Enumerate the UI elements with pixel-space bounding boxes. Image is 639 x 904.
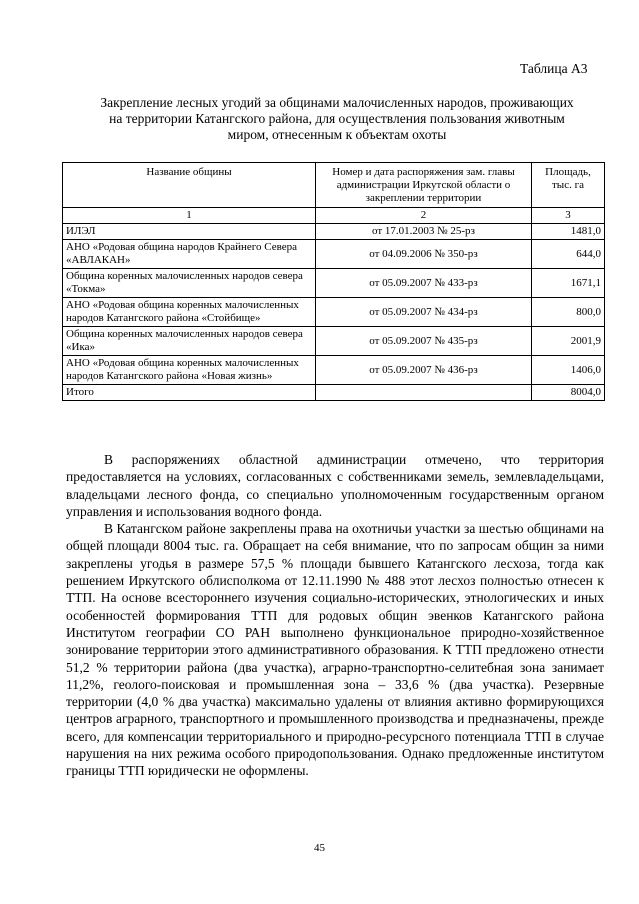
table-row — [63, 224, 605, 240]
table-row — [63, 240, 605, 269]
column-number-row — [63, 208, 605, 224]
total-label: Итого — [63, 385, 316, 401]
caption-line: Закрепление лесных угодий за общинами малочисленных народов, проживающих — [100, 95, 574, 110]
area-value: 2001,9 — [532, 327, 605, 356]
community-name: АНО «Родовая община коренных малочисленных народов Катангского района «Стойбище» — [63, 298, 316, 327]
total-order — [316, 385, 532, 401]
area-value: 1671,1 — [532, 269, 605, 298]
area-value: 1406,0 — [532, 356, 605, 385]
order-ref: от 17.01.2003 № 25-рз — [316, 224, 532, 240]
table-total-row — [63, 385, 605, 401]
page-number: 45 — [314, 842, 325, 854]
community-name: АНО «Родовая община коренных малочисленных народов Катангского района «Новая жизнь» — [63, 356, 316, 385]
column-number: 1 — [63, 208, 316, 224]
communities-table — [62, 162, 605, 401]
table-row — [63, 298, 605, 327]
order-ref: от 05.09.2007 № 434-рз — [316, 298, 532, 327]
area-value: 1481,0 — [532, 224, 605, 240]
table-row — [63, 269, 605, 298]
header-order: Номер и дата распоряжения зам. главы администрации Иркутской области о закреплении территории — [316, 163, 532, 208]
order-ref: от 05.09.2007 № 435-рз — [316, 327, 532, 356]
paragraph: В распоряжениях областной администрации отмечено, что территория предоставляется на условиях, согласованных с собственниками земель, землевладельцами, владельцами лесного фонда, со специально уполномоченным государственным органом управления и использования водного фонда. — [66, 452, 604, 519]
area-value: 644,0 — [532, 240, 605, 269]
area-value: 800,0 — [532, 298, 605, 327]
order-ref: от 05.09.2007 № 433-рз — [316, 269, 532, 298]
order-ref: от 04.09.2006 № 350-рз — [316, 240, 532, 269]
total-area: 8004,0 — [532, 385, 605, 401]
table-row — [63, 327, 605, 356]
header-community-name: Название общины — [63, 163, 316, 208]
table-header-row — [63, 163, 605, 208]
column-number: 2 — [316, 208, 532, 224]
body-text — [66, 451, 604, 780]
table-label: Таблица А3 — [520, 61, 588, 76]
community-name: АНО «Родовая община народов Крайнего Севера «АВЛАКАН» — [63, 240, 316, 269]
column-number: 3 — [532, 208, 605, 224]
table-row — [63, 356, 605, 385]
community-name: Община коренных малочисленных народов севера «Токма» — [63, 269, 316, 298]
caption-line: миром, отнесенным к объектам охоты — [227, 127, 447, 142]
header-area: Площадь, тыс. га — [532, 163, 605, 208]
order-ref: от 05.09.2007 № 436-рз — [316, 356, 532, 385]
community-name: ИЛЭЛ — [63, 224, 316, 240]
caption-line: на территории Катангского района, для осуществления пользования животным — [109, 111, 565, 126]
paragraph: В Катангском районе закреплены права на охотничьи участки за шестью общинами на общей площади 8004 тыс. га. Обращает на себя внимание, что по запросам общин за ними закреплены угодья в размере 57,5 % площади бывшего Катангского лесхоза, тогда как решением Иркутского облисполкома от 12.11.1990 № 488 этот лесхоз полностью отнесен к ТТП. На основе всестороннего изучения социально-исторических, этнологических и иных особенностей формирования ТТП для родовых общин эвенков Катангского района Институтом географии СО РАН выполнено функциональное природно-хозяйственное зонирование территории этого административного образования. К ТТП предложено отнести 51,2 % территории района (два участка), аграрно-транспортно-селитебная зона занимает 11,2%, геолого-поисковая и промышленная зона – 33,6 % (два участка). Резервные территории (4,0 % два участка) максимально удалены от влияния активно формирующихся центров аграрного, транспортного и промышленного производства и предназначены, прежде всего, для компенсации территориального и природно-ресурсного потенциала ТТП в случае нарушения на них режима особого природопользования. Однако предложенные институтом границы ТТП юридически не оформлены. — [66, 521, 604, 779]
community-name: Община коренных малочисленных народов севера «Ика» — [63, 327, 316, 356]
table-caption — [66, 95, 608, 143]
